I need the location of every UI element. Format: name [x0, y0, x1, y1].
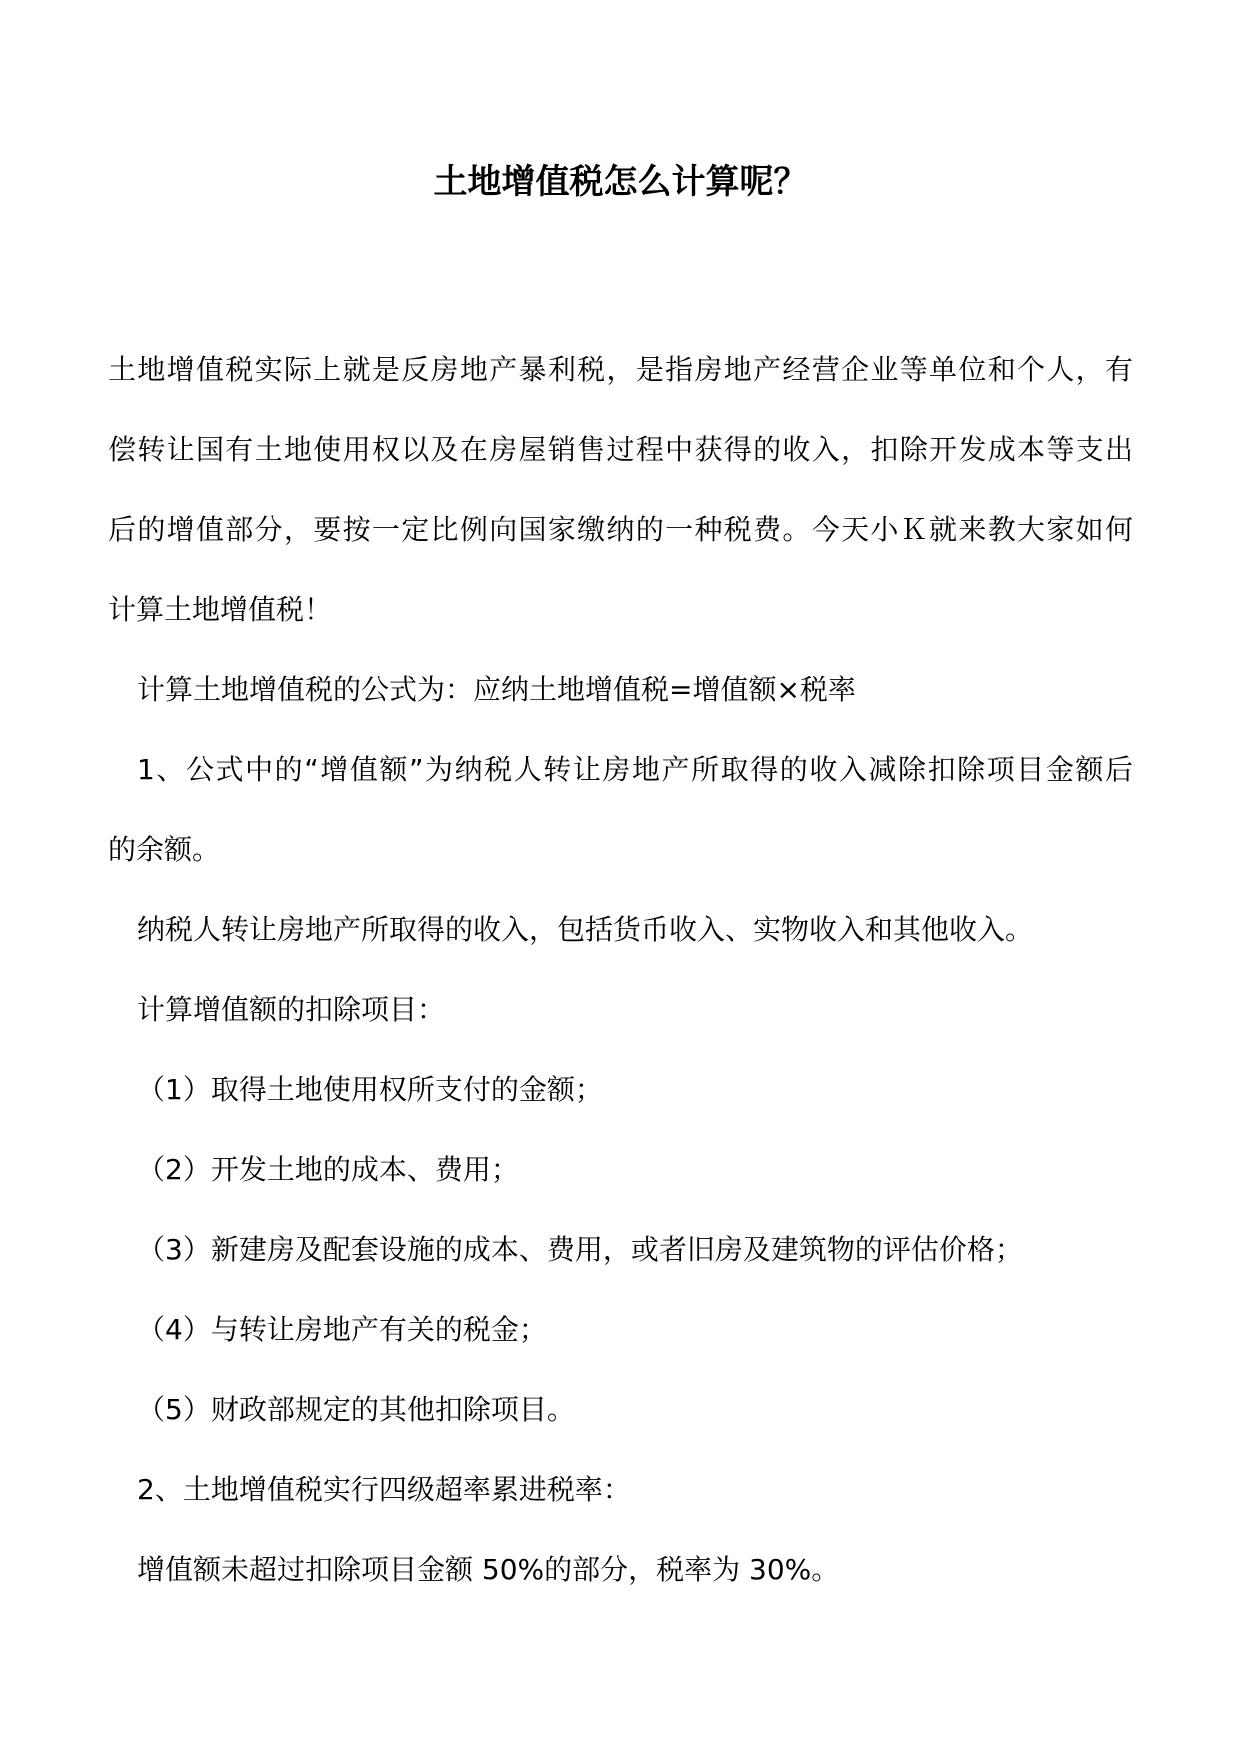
paragraph-line: 纳税人转让房地产所取得的收入，包括货币收入、实物收入和其他收入。 [137, 913, 1034, 946]
document-title: 土地增值税怎么计算呢？ [433, 162, 808, 202]
list-item: （1）取得土地使用权所支付的金额； [137, 1073, 603, 1106]
paragraph-line: 偿转让国有土地使用权以及在房屋销售过程中获得的收入，扣除开发成本等支出 [108, 433, 1133, 466]
paragraph-line: 的余额。 [108, 833, 221, 866]
paragraph-line: 增值额未超过扣除项目金额 50%的部分，税率为 30%。 [137, 1553, 840, 1586]
list-item: （5）财政部规定的其他扣除项目。 [137, 1393, 575, 1426]
paragraph-line: 计算土地增值税！ [108, 593, 333, 626]
formula-line: 计算土地增值税的公式为：应纳土地增值税=增值额×税率 [137, 673, 856, 706]
list-item: （3）新建房及配套设施的成本、费用，或者旧房及建筑物的评估价格； [137, 1233, 1023, 1266]
paragraph-line: 后的增值部分，要按一定比例向国家缴纳的一种税费。今天小Ｋ就来教大家如何 [108, 513, 1133, 546]
section-heading: 2、土地增值税实行四级超率累进税率： [137, 1473, 631, 1506]
list-item: （2）开发土地的成本、费用； [137, 1153, 519, 1186]
paragraph-line: 土地增值税实际上就是反房地产暴利税，是指房地产经营企业等单位和个人，有 [108, 353, 1133, 386]
section-heading: 计算增值额的扣除项目： [137, 993, 446, 1026]
paragraph-line: 1、公式中的“增值额”为纳税人转让房地产所取得的收入减除扣除项目金额后 [137, 753, 1133, 786]
list-item: （4）与转让房地产有关的税金； [137, 1313, 547, 1346]
